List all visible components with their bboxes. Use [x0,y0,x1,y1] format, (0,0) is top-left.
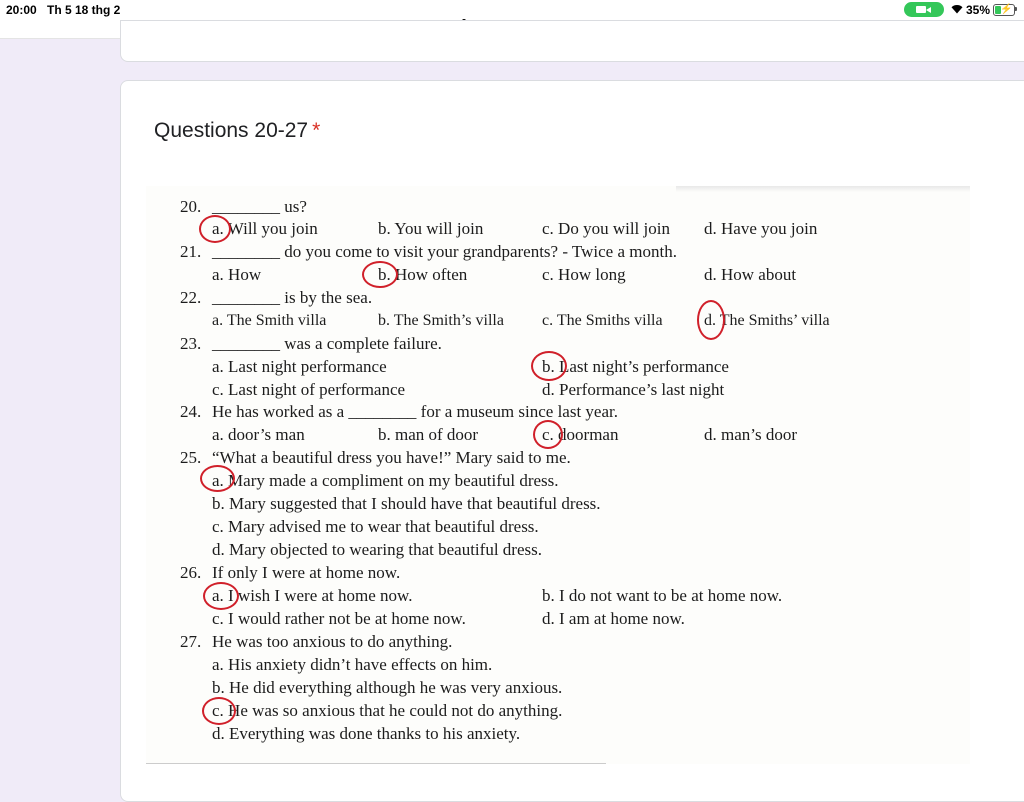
option: d. Everything was done thanks to his anxiety. [212,724,521,743]
answer-circle [200,465,235,492]
question-stem: ________ us? [212,197,307,216]
question-number: 24. [180,402,202,421]
battery-icon [993,4,1015,16]
charging-icon: ⚡ [1000,4,1013,15]
answer-circle [362,261,398,288]
answer-circle [203,582,239,610]
option: c. Last night of performance [212,380,406,399]
previous-question-card [120,20,1024,62]
question-stem: “What a beautiful dress you have!” Mary said to me. [212,448,571,467]
option: b. Mary suggested that I should have that beautiful dress. [212,494,601,513]
battery-tip [1015,7,1017,11]
question-stem: He was too anxious to do anything. [212,632,453,651]
question-stem: ________ do you come to visit your grandparents? - Twice a month. [212,242,677,261]
question-stem: ________ is by the sea. [212,288,373,307]
option: a. His anxiety didn’t have effects on him. [212,655,493,674]
option: d. man’s door [704,425,798,444]
option: d. I am at home now. [542,609,685,628]
question-title-text: Questions 20-27 [154,119,309,142]
option: c. doorman [542,425,619,444]
option: c. He was so anxious that he could not do anything. [212,701,563,720]
option: d. Have you join [704,219,818,238]
question-stem: If only I were at home now. [212,563,401,582]
option: a. I wish I were at home now. [212,586,413,605]
option: a. Mary made a compliment on my beautiful dress. [212,471,559,490]
question-number: 23. [180,334,202,353]
question-title [154,119,320,143]
card-divider [146,763,606,764]
option: d. Performance’s last night [542,380,725,399]
question-stem: ________ was a complete failure. [212,334,442,353]
option: b. He did everything although he was very anxious. [212,678,563,697]
answer-circle [531,351,567,381]
option: b. You will join [378,219,484,238]
answer-circle [533,420,563,449]
option: a. How [212,265,262,284]
option: b. man of door [378,425,479,444]
option: a. Will you join [212,219,318,238]
required-asterisk: * [312,119,321,142]
battery-percent: 35% [966,3,991,17]
status-time: 20:00 [6,3,37,17]
answer-circle [202,697,236,725]
option: b. How often [378,265,468,284]
question-stem: He has worked as a ________ for a museum since last year. [212,402,618,421]
question-image [146,186,970,764]
camera-icon [904,2,944,17]
option: b. Last night’s performance [542,357,729,376]
question-number: 25. [180,448,202,467]
option: c. How long [542,265,626,284]
question-number: 20. [180,197,202,216]
option: d. How about [704,265,797,284]
question-number: 21. [180,242,202,261]
scan-shadow [676,186,970,192]
answer-circle [199,215,231,243]
option: a. The Smith villa [212,312,327,329]
option: c. Mary advised me to wear that beautiful dress. [212,517,539,536]
option: d. The Smiths’ villa [704,312,830,329]
option: b. The Smith’s villa [378,312,504,329]
status-date: Th 5 18 thg 2 [47,3,121,17]
option: d. Mary objected to wearing that beautiful dress. [212,540,542,559]
answer-circle [697,300,725,340]
option: a. door’s man [212,425,305,444]
option: b. I do not want to be at home now. [542,586,783,605]
question-number: 26. [180,563,202,582]
wifi-icon [951,4,963,14]
option: c. I would rather not be at home now. [212,609,466,628]
option: a. Last night performance [212,357,387,376]
option: c. The Smiths villa [542,312,663,329]
question-number: 27. [180,632,202,651]
option: c. Do you will join [542,219,670,238]
question-number: 22. [180,288,202,307]
